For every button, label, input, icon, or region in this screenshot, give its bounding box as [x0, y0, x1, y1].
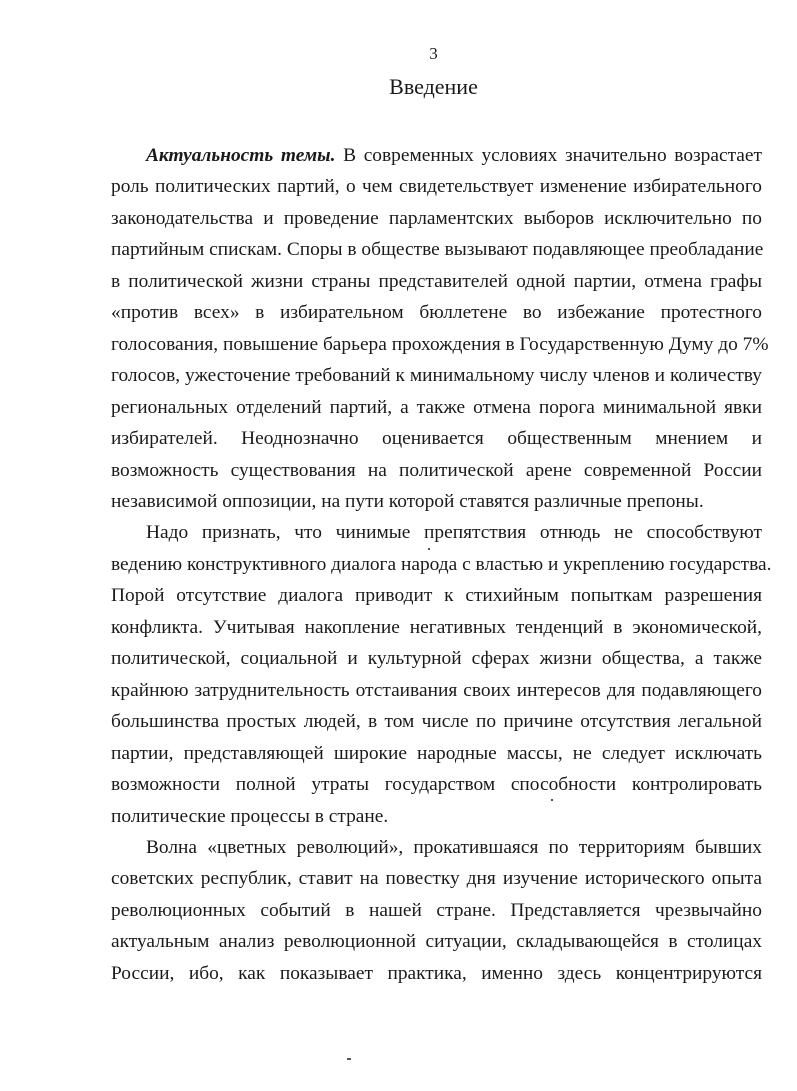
- text-line: голосов, ужесточение требований к минимальному числу членов и количеству: [111, 365, 762, 387]
- text-line: политические процессы в стране.: [111, 805, 389, 827]
- text-line: России, ибо, как показывает практика, именно здесь концентрируются: [111, 962, 762, 984]
- text-line: партийным спискам. Споры в обществе вызывают подавляющее преобладание: [111, 239, 764, 261]
- text-line: «против всех» в избирательном бюллетене во избежание протестного: [111, 302, 762, 324]
- text-line: голосования, повышение барьера прохождения в Государственную Думу до 7%: [111, 333, 769, 355]
- text-line: революционных событий в нашей стране. Представляется чрезвычайно: [111, 899, 762, 921]
- text-line: роль политических партий, о чем свидетельствует изменение избирательного: [111, 176, 762, 198]
- text-line: Надо признать, что чинимые препятствия отнюдь не способствуют: [146, 522, 762, 544]
- text-line: избирателей. Неоднозначно оценивается общественным мнением и: [111, 428, 762, 450]
- document-body: [111, 140, 772, 989]
- text-line: Волна «цветных революций», прокатившаяся по территориям бывших: [146, 836, 762, 858]
- text-line: Порой отсутствие диалога приводит к стихийным попыткам разрешения: [111, 585, 762, 607]
- scan-speck: [347, 1058, 351, 1060]
- text-line: возможность существования на политической арене современной России: [111, 459, 762, 481]
- text-line: крайнюю затруднительность отстаивания своих интересов для подавляющего: [111, 679, 762, 701]
- scan-speck: [551, 799, 553, 801]
- text-line: независимой оппозиции, на пути которой ставятся различные препоны.: [111, 490, 704, 512]
- text-line: актуальным анализ революционной ситуации, складывающейся в столицах: [111, 931, 762, 953]
- text-line: ведению конструктивного диалога народа с властью и укреплению государства.: [111, 553, 772, 575]
- paragraph-dialogue: [111, 517, 772, 832]
- paragraph-color-revolutions: [111, 832, 762, 989]
- text-line: политической, социальной и культурной сферах жизни общества, а также: [111, 648, 762, 670]
- text-line: возможности полной утраты государством способности контролировать: [111, 774, 762, 796]
- text-line: конфликта. Учитывая накопление негативных тенденций в экономической,: [111, 616, 762, 638]
- text-line: региональных отделений партий, а также отмена порога минимальной явки: [111, 396, 762, 418]
- relevance-lead-term: Актуальность темы.: [146, 145, 336, 166]
- paragraph-relevance: [111, 140, 769, 517]
- text-line: советских республик, ставит на повестку дня изучение исторического опыта: [111, 868, 762, 890]
- page-number: 3: [429, 44, 438, 63]
- section-heading: Введение: [389, 74, 478, 99]
- text-line: Актуальность темы. В современных условиях значительно возрастает: [146, 145, 762, 166]
- text-line: партии, представляющей широкие народные массы, не следует исключать: [111, 742, 762, 764]
- text-line: в политической жизни страны представителей одной партии, отмена графы: [111, 270, 762, 292]
- text-line: большинства простых людей, в том числе по причине отсутствия легальной: [111, 711, 762, 733]
- scan-speck: [428, 548, 430, 550]
- text-line: законодательства и проведение парламентских выборов исключительно по: [111, 207, 762, 229]
